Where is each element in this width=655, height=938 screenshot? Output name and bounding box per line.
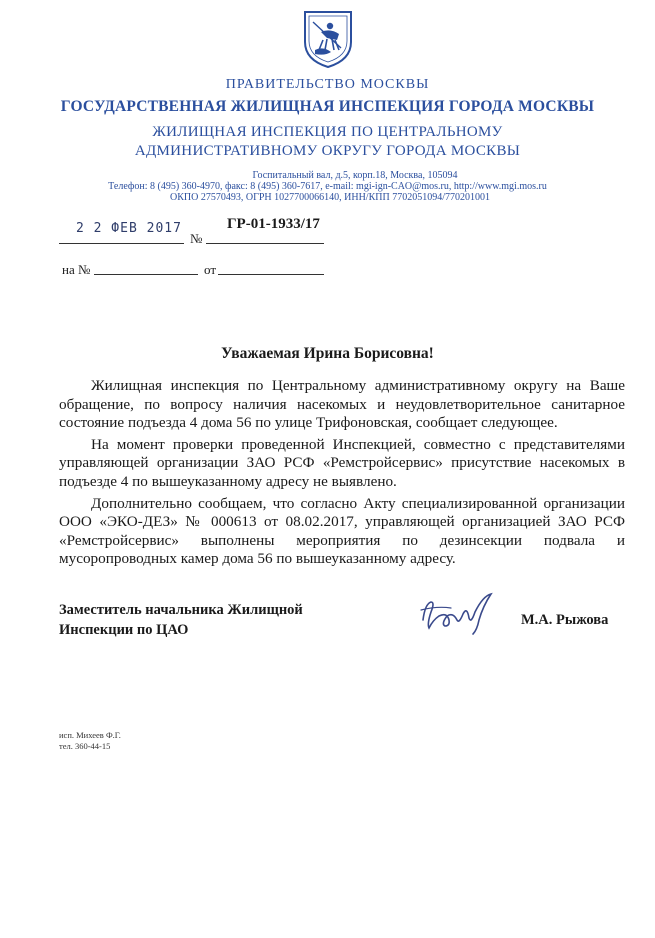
date-stamp: 2 2 ФЕВ 2017 (76, 221, 182, 236)
from-label: от (204, 262, 217, 277)
signatory-title-line2: Инспекции по ЦАО (59, 622, 189, 638)
reply-number-line (94, 274, 198, 275)
inspection-main-title: ГОСУДАРСТВЕННАЯ ЖИЛИЩНАЯ ИНСПЕКЦИЯ ГОРОДА МОСКВЫ (60, 98, 595, 115)
number-line (206, 243, 324, 244)
contacts: Телефон: 8 (495) 360-4970, факс: 8 (495) 360-7617, e-mail: mgi-ign-CAO@mos.ru, http://www.mgi.mos.ru (108, 181, 547, 192)
date-line (59, 243, 184, 244)
registry-codes: ОКПО 27570493, ОГРН 1027700066140, ИНН/КПП 7702051094/770201001 (170, 192, 490, 203)
reply-to-label: на № (62, 262, 91, 277)
handwritten-signature (417, 590, 517, 638)
executor-info (59, 730, 121, 752)
signatory-title (59, 600, 303, 640)
paragraph: На момент проверки проведенной Инспекцией, совместно с представителями управляющей организации ЗАО РСФ «Ремстройсервис» присутствие насекомых в подъезде 4 по вышеуказанному адресу не выявлено. (59, 435, 625, 490)
signatory-title-line1: Заместитель начальника Жилищной (59, 602, 303, 618)
outgoing-number: ГР-01-1933/17 (227, 216, 320, 232)
paragraph: Жилищная инспекция по Центральному административному округу на Ваше обращение, по вопросу наличия насекомых и неудовлетворительное санитарное состояние подъезда 4 дома 56 по улице Трифоновская, сообщает следующее. (59, 377, 625, 432)
address: Госпитальный вал, д.5, корп.18, Москва, 105094 (252, 170, 458, 181)
inspection-sub-line2: АДМИНИСТРАТИВНОМУ ОКРУГУ ГОРОДА МОСКВЫ (134, 143, 521, 159)
reply-date-line (218, 274, 324, 275)
executor-phone: тел. 360-44-15 (59, 741, 111, 751)
government-name: ПРАВИТЕЛЬСТВО МОСКВЫ (225, 77, 430, 92)
number-label: № (190, 231, 203, 246)
executor-name: исп. Михеев Ф.Г. (59, 730, 121, 740)
moscow-coat-of-arms-icon (297, 8, 359, 70)
signatory-name: М.А. Рыжова (521, 612, 609, 628)
inspection-sub-title (0, 123, 655, 161)
letter-body (59, 377, 625, 572)
paragraph: Дополнительно сообщаем, что согласно Акту специализированной организации ООО «ЭКО-ДЕЗ» № 000613 от 08.02.2017, управляющей организацией ЗАО РСФ «Ремстройсервис» выполнены мероприятия по дезинсекции подвала и мусоропроводных камер дома 56 по вышеуказанному адресу. (59, 494, 625, 568)
salutation: Уважаемая Ирина Борисовна! (221, 345, 434, 362)
inspection-sub-line1: ЖИЛИЩНАЯ ИНСПЕКЦИЯ ПО ЦЕНТРАЛЬНОМУ (152, 124, 503, 140)
